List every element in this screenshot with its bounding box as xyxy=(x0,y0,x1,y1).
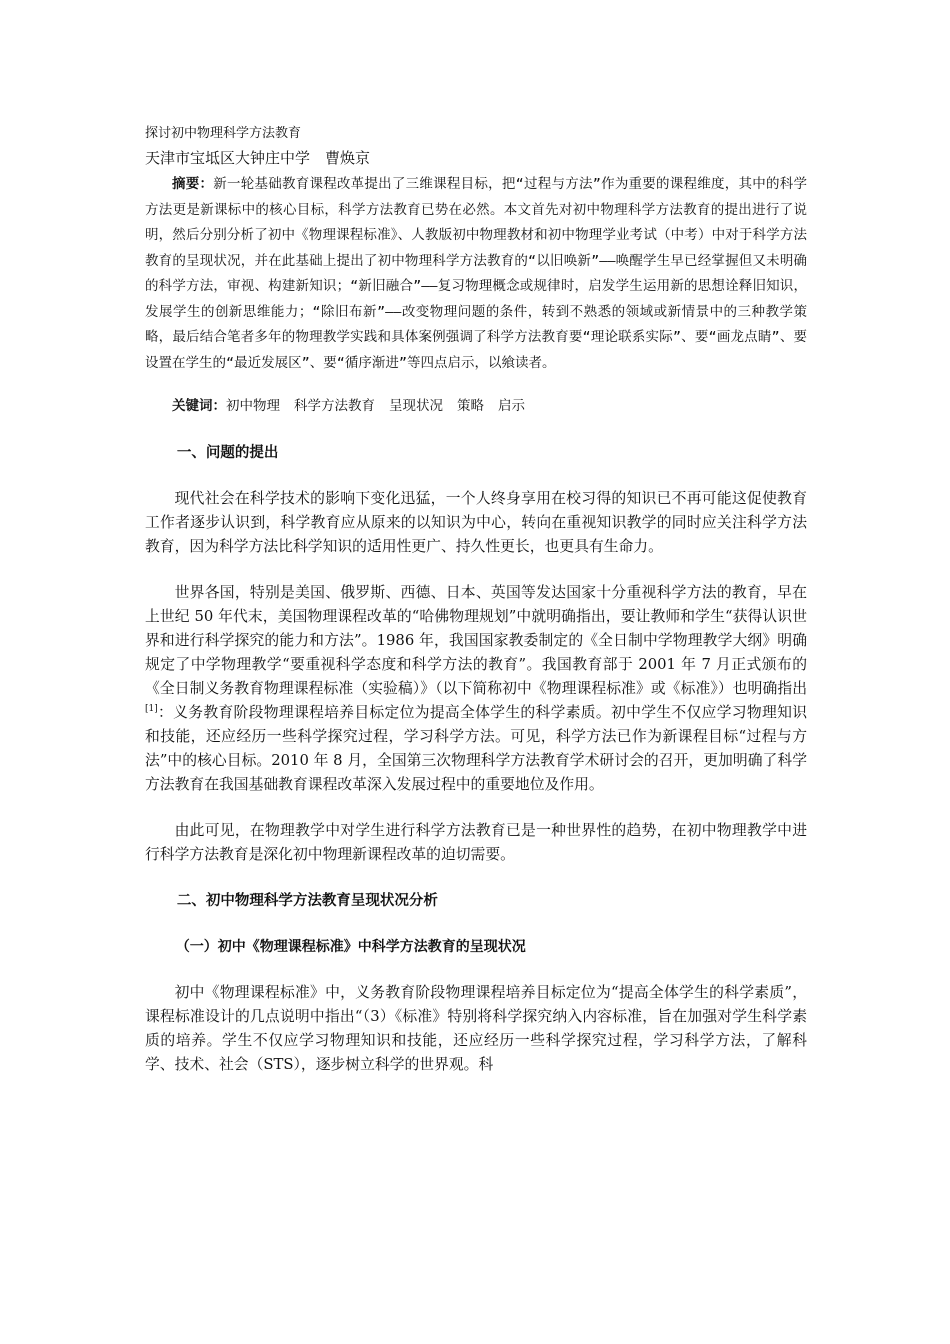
body-paragraph: 由此可见，在物理教学中对学生进行科学方法教育已是一种世界性的趋势，在初中物理教学中进行科学方法教育是深化初中物理新课程改革的迫切需要。 xyxy=(145,822,807,863)
author-line: 天津市宝坻区大钟庄中学 曹焕京 xyxy=(145,149,371,167)
keywords-line xyxy=(145,394,807,419)
abstract-label: 摘要： xyxy=(172,176,214,192)
abstract-text: 新一轮基础教育课程改革提出了三维课程目标，把“过程与方法”作为重要的课程维度，其中的科学方法更是新课标中的核心目标，科学方法教育已势在必然。本文首先对初中物理科学方法教育的提出进行了说明，然后分别分析了初中《物理课程标准》、人教版初中物理教材和初中物理学业考试（中考）中对于科学方法教育的呈现状况，并在此基础上提出了初中物理科学方法教育的“以旧唤新”——唤醒学生早已经掌握但又未明确的科学方法，审视、构建新知识；“新旧融合”——复习物理概念或规律时，启发学生运用新的思想诠释旧知识，发展学生的创新思维能力；“除旧布新”——改变物理问题的条件，转到不熟悉的领域或新情景中的三种教学策略，最后结合笔者多年的物理教学实践和具体案例强调了科学方法教育要“理论联系实际”、要“画龙点睛”、要设置在学生的“最近发展区”、要“循序渐进”等四点启示，以飨读者。 xyxy=(145,176,807,371)
document-title: 探讨初中物理科学方法教育 xyxy=(145,126,302,141)
paragraph-text: ：义务教育阶段物理课程培养目标定位为提高全体学生的科学素质。初中学生不仅应学习物理知识和技能，还应经历一些科学探究过程，学习科学方法。可见，科学方法已作为新课程目标“过程与方法”中的核心目标。2010 年 8 月，全国第三次物理科学方法教育学术研讨会的召开，更加明确了科学方法教育在我国基础教育课程改革深入发展过程中的重要地位及作用。 xyxy=(145,704,807,793)
body-paragraph: 初中《物理课程标准》中，义务教育阶段物理课程培养目标定位为“提高全体学生的科学素质”，课程标准设计的几点说明中指出“（3）《标准》特别将科学探究纳入内容标准，旨在加强对学生科学素质的培养。学生不仅应学习物理知识和技能，还应经历一些科学探究过程，学习科学方法，了解科学、技术、社会（STS），逐步树立科学的世界观。科 xyxy=(145,984,807,1073)
subsection-heading: （一）初中《物理课程标准》中科学方法教育的呈现状况 xyxy=(175,939,526,955)
keyword-item: 启示 xyxy=(498,398,525,414)
keywords-label: 关键词： xyxy=(172,398,226,414)
keyword-item: 呈现状况 xyxy=(389,398,443,414)
document-page xyxy=(145,122,807,1077)
section-heading-1: 一、问题的提出 xyxy=(176,445,279,461)
keyword-item: 初中物理 xyxy=(226,398,280,414)
body-paragraph xyxy=(145,581,807,797)
keyword-item: 策略 xyxy=(457,398,484,414)
section-heading-2: 二、初中物理科学方法教育呈现状况分析 xyxy=(176,893,438,909)
paragraph-text: 世界各国，特别是美国、俄罗斯、西德、日本、英国等发达国家十分重视科学方法的教育，早在上世纪 50 年代末，美国物理课程改革的“哈佛物理规划”中就明确指出，要让教师和学生“获得认识世界和进行科学探究的能力和方法”。1986 年，我国国家教委制定的《全日制中学物理教学大纲》明确规定了中学物理教学“要重视科学态度和科学方法的教育”。我国教育部于 2001 年 7 月正式颁布的《全日制义务教育物理课程标准（实验稿）》（以下简称初中《物理课程标准》或《标准》）也明确指出 xyxy=(145,584,807,697)
body-paragraph: 现代社会在科学技术的影响下变化迅猛，一个人终身享用在校习得的知识已不再可能这促使教育工作者逐步认识到，科学教育应从原来的以知识为中心，转向在重视知识教学的同时应关注科学方法教育，因为科学方法比科学知识的适用性更广、持久性更长，也更具有生命力。 xyxy=(145,490,807,555)
citation-ref: [1] xyxy=(145,704,158,715)
abstract-paragraph xyxy=(145,172,807,376)
keyword-item: 科学方法教育 xyxy=(294,398,375,414)
